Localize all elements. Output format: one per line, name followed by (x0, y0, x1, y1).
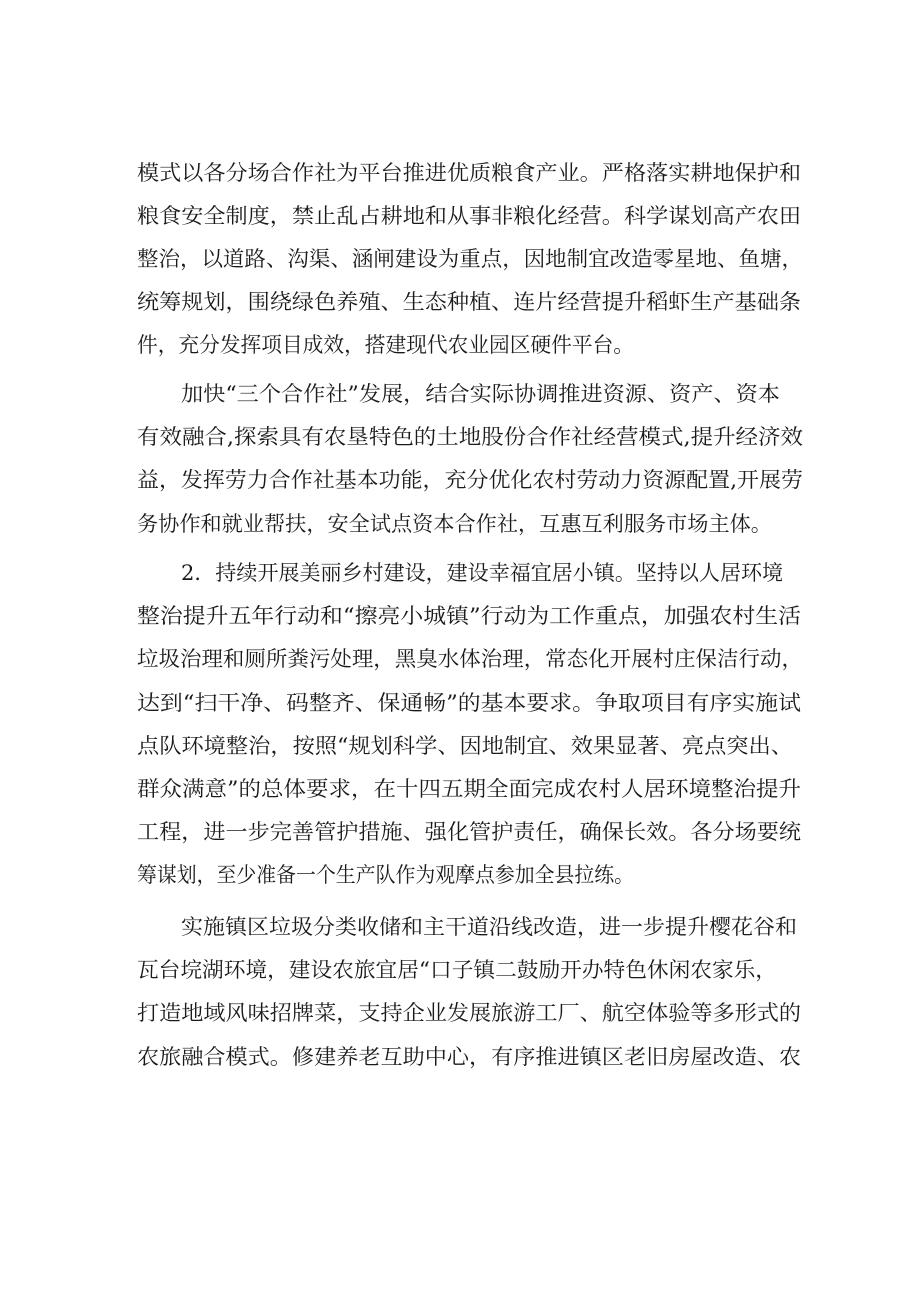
text-line: 益，发挥劳力合作社基本功能，充分优化农村劳动力资源配置,开展劳 (137, 468, 803, 492)
paragraph-1-line-4 (0, 284, 920, 320)
paragraph-1-line-2 (0, 198, 920, 234)
paragraph-3-line-3 (0, 641, 920, 677)
paragraph-3-line-5 (0, 728, 920, 764)
paragraph-3-line-6 (0, 771, 920, 807)
text-line: 有效融合,探索具有农垦特色的土地股份合作社经营模式,提升经济效 (137, 425, 803, 449)
text-line: 粮食安全制度，禁止乱占耕地和从事非粮化经营。科学谋划高产农田 (137, 204, 802, 228)
paragraph-3-line-8 (0, 857, 920, 893)
paragraph-2-line-3 (0, 462, 920, 498)
text-line: 群众满意”的总体要求，在十四五期全面完成农村人居环境整治提升 (137, 777, 801, 801)
paragraph-3-line-1 (0, 555, 920, 591)
text-line: 2．持续开展美丽乡村建设，建设幸福宜居小镇。坚持以人居环境 (181, 561, 784, 585)
text-line: 农旅融合模式。修建养老互助中心，有序推进镇区老旧房屋改造、农 (137, 1045, 802, 1069)
paragraph-4-line-1 (0, 909, 920, 945)
text-line: 达到“扫干净、码整齐、保通畅”的基本要求。争取项目有序实施试 (137, 691, 801, 715)
text-line: 筹谋划，至少准备一个生产队作为观摩点参加全县拉练。 (137, 863, 635, 887)
text-line: 实施镇区垃圾分类收储和主干道沿线改造，进一步提升樱花谷和 (181, 915, 797, 939)
paragraph-2-line-1 (0, 376, 920, 412)
text-line: 务协作和就业帮扶，安全试点资本合作社，互惠互利服务市场主体。 (137, 512, 772, 536)
paragraph-2-line-2 (0, 419, 920, 455)
text-line: 整治，以道路、沟渠、涵闸建设为重点，因地制宜改造零星地、鱼塘， (137, 247, 803, 271)
paragraph-1-line-5 (0, 327, 920, 363)
text-line: 瓦台垸湖环境，建设农旅宜居“口子镇二鼓励开办特色休闲农家乐， (137, 958, 777, 982)
text-line: 模式以各分场合作社为平台推进优质粮食产业。严格落实耕地保护和 (137, 161, 802, 185)
text-line: 整治提升五年行动和“擦亮小城镇”行动为工作重点，加强农村生活 (137, 604, 801, 628)
text-line: 点队环境整治，按照“规划科学、因地制宜、效果显著、亮点突出、 (137, 734, 793, 758)
text-line: 工程，进一步完善管护措施、强化管护责任，确保长效。各分场要统 (137, 820, 802, 844)
text-line: 件，充分发挥项目成效，搭建现代农业园区硬件平台。 (137, 333, 634, 357)
text-line: 统筹规划，围绕绿色养殖、生态种植、连片经营提升稻虾生产基础条 (137, 290, 802, 314)
text-line: 垃圾治理和厕所粪污处理，黑臭水体治理，常态化开展村庄保洁行动， (137, 647, 803, 671)
paragraph-3-line-2 (0, 598, 920, 634)
paragraph-2-line-4 (0, 506, 920, 542)
text-line: 打造地域风味招牌菜，支持企业发展旅游工厂、航空体验等多形式的 (137, 1001, 802, 1025)
paragraph-3-line-7 (0, 814, 920, 850)
paragraph-3-line-4 (0, 685, 920, 721)
paragraph-1-line-1 (0, 155, 920, 191)
paragraph-1-line-3 (0, 241, 920, 277)
paragraph-4-line-4 (0, 1039, 920, 1075)
paragraph-4-line-2 (0, 952, 920, 988)
text-line: 加快“三个合作社”发展，结合实际协调推进资源、资产、资本 (181, 382, 780, 406)
paragraph-4-line-3 (0, 995, 920, 1031)
